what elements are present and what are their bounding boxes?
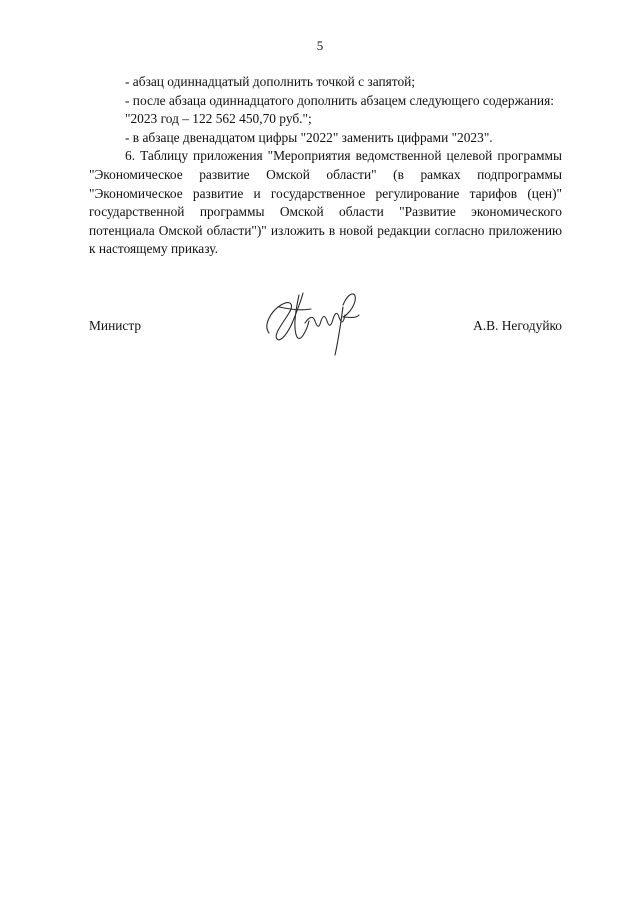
paragraph-quoted-amount: "2023 год – 122 562 450,70 руб."; bbox=[125, 111, 312, 127]
signatory-name: А.В. Негодуйко bbox=[473, 318, 562, 333]
signatory-role: Министр bbox=[89, 318, 142, 333]
page-number: 5 bbox=[316, 38, 324, 53]
handwritten-signature bbox=[259, 285, 369, 357]
paragraph-add-after-eleventh: - после абзаца одиннадцатого дополнить абзацем следующего содержания: bbox=[125, 92, 554, 108]
paragraph-item-6: 6. Таблицу приложения "Мероприятия ведомственной целевой программы "Экономическое развитие Омской области" (в рамках подпрограммы "Экономическое развитие и государственное регулирование тарифов (цен)" государственной программы Омской области "Развитие экономического потенциала Омской области")" изложить в новой редакции согласно приложению к настоящему приказу. bbox=[89, 148, 562, 257]
signature-block bbox=[89, 310, 562, 370]
paragraph-replace-year: - в абзаце двенадцатом цифры "2022" заменить цифрами "2023". bbox=[125, 129, 493, 145]
paragraph-amend-eleventh: - абзац одиннадцатый дополнить точкой с запятой; bbox=[125, 74, 416, 89]
document-body bbox=[89, 73, 562, 259]
